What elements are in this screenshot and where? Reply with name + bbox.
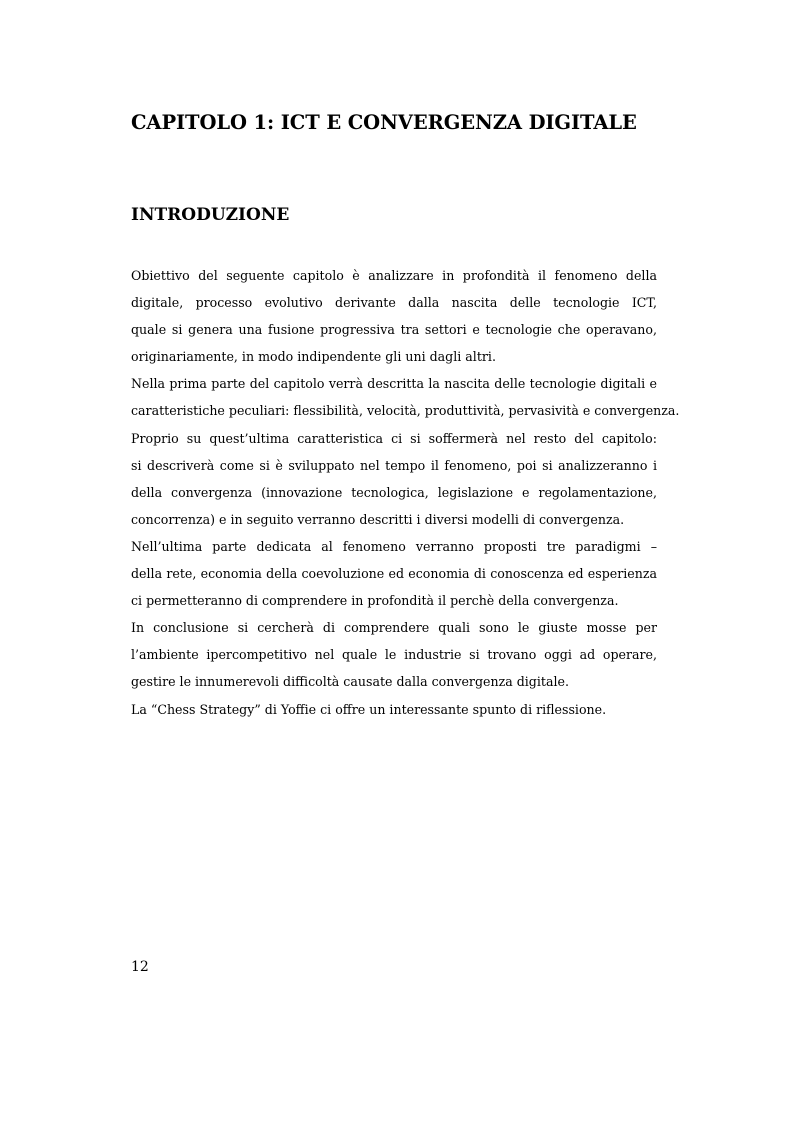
body-line: Nella prima parte del capitolo verrà descritta la nascita delle tecnologie digitali e bbox=[131, 376, 657, 392]
body-line: Proprio su quest’ultima caratteristica ci si soffermerà nel resto del capitolo: bbox=[131, 430, 657, 446]
body-line: ci permetteranno di comprendere in profondità il perchè della convergenza. bbox=[131, 593, 619, 609]
body-line: La “Chess Strategy” di Yoffie ci offre un interessante spunto di riflessione. bbox=[131, 701, 607, 717]
body-line: concorrenza) e in seguito verranno descritti i diversi modelli di convergenza. bbox=[131, 511, 625, 527]
body-line: Nell’ultima parte dedicata al fenomeno verranno proposti tre paradigmi – bbox=[131, 538, 657, 554]
body-line: della rete, economia della coevoluzione ed economia di conoscenza ed esperienza bbox=[131, 566, 657, 582]
body-line: In conclusione si cercherà di comprendere quali sono le giuste mosse per bbox=[131, 620, 657, 636]
chapter-title: CAPITOLO 1: ICT E CONVERGENZA DIGITALE bbox=[131, 111, 637, 134]
section-title: INTRODUZIONE bbox=[131, 205, 290, 225]
body-line-with-emphasis bbox=[131, 452, 657, 479]
body-line-text: si descriverà come si è sviluppato nel tempo il fenomeno, poi si analizzeranno i bbox=[131, 457, 657, 473]
body-line: digitale, processo evolutivo derivante dalla nascita delle tecnologie ICT, bbox=[131, 295, 657, 311]
body-line: caratteristiche peculiari: flessibilità, velocità, produttività, pervasività e convergenza. bbox=[131, 403, 680, 419]
body-line: originariamente, in modo indipendente gli uni dagli altri. bbox=[131, 349, 496, 365]
body-paragraph bbox=[131, 262, 680, 723]
page-number: 12 bbox=[131, 959, 149, 975]
body-line: quale si genera una fusione progressiva tra settori e tecnologie che operavano, bbox=[131, 322, 657, 338]
body-line: gestire le innumerevoli difficoltà causate dalla convergenza digitale. bbox=[131, 674, 569, 690]
body-line: della convergenza (innovazione tecnologica, legislazione e regolamentazione, bbox=[131, 484, 657, 500]
body-line: l’ambiente ipercompetitivo nel quale le industrie si trovano oggi ad operare, bbox=[131, 647, 657, 663]
body-line: Obiettivo del seguente capitolo è analizzare in profondità il fenomeno della bbox=[131, 268, 657, 283]
